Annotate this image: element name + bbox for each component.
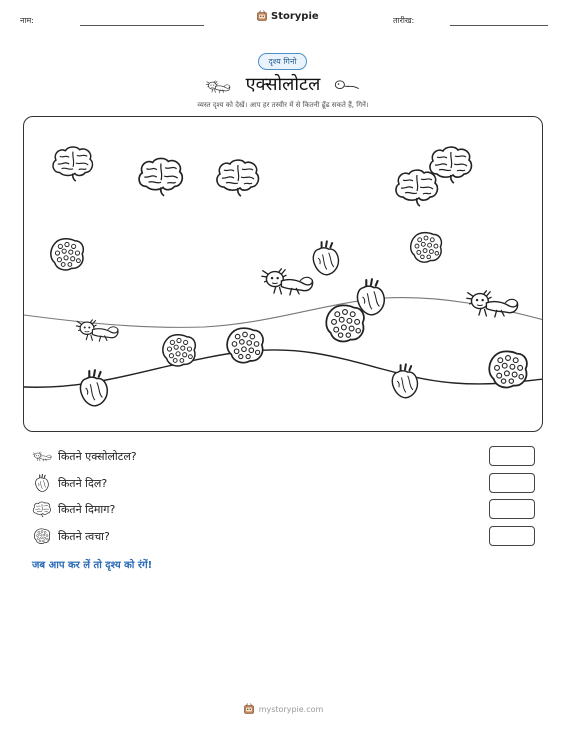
question-skin bbox=[32, 527, 110, 545]
footer-url[interactable]: mystorypie.com bbox=[258, 704, 324, 714]
skin-icon bbox=[224, 324, 266, 366]
heart-icon bbox=[390, 360, 420, 402]
tadpole-icon bbox=[334, 76, 360, 96]
brand-name: Storypie bbox=[271, 10, 319, 22]
name-label: नाम: bbox=[20, 16, 34, 25]
brain-icon bbox=[214, 157, 262, 197]
storypie-logo-icon bbox=[243, 703, 255, 715]
skin-icon bbox=[486, 347, 530, 391]
skin-icon bbox=[408, 229, 444, 265]
heart-icon bbox=[311, 238, 341, 278]
footer bbox=[0, 703, 566, 715]
brain-icon bbox=[50, 144, 96, 182]
page-title: एक्सोलोटल bbox=[245, 74, 321, 95]
question-text: कितने दिमाग? bbox=[58, 502, 116, 516]
skin-icon bbox=[48, 235, 86, 273]
brain-icon bbox=[136, 155, 186, 197]
axolotl-icon bbox=[74, 313, 120, 345]
coloring-note: जब आप कर लें तो दृश्य को रंगें! bbox=[32, 560, 153, 571]
answer-box-heart[interactable] bbox=[489, 473, 535, 493]
activity-badge: दृश्य गिनो bbox=[258, 53, 307, 70]
brand bbox=[256, 10, 319, 22]
storypie-logo-icon bbox=[256, 10, 268, 22]
heart-icon bbox=[32, 474, 52, 492]
date-line[interactable] bbox=[450, 25, 548, 26]
instructions: व्यस्त दृश्य को देखें। आप हर तस्वीर में से कितनी ढूँढ सकते हैं, गिनें। bbox=[197, 101, 369, 109]
question-axolotl bbox=[32, 447, 137, 465]
question-text: कितने त्वचा? bbox=[58, 529, 110, 543]
answer-box-skin[interactable] bbox=[489, 526, 535, 546]
axolotl-icon bbox=[32, 447, 52, 465]
axolotl-icon bbox=[464, 283, 520, 321]
answer-box-brain[interactable] bbox=[489, 499, 535, 519]
heart-icon bbox=[355, 274, 387, 320]
axolotl-icon bbox=[259, 261, 315, 299]
date-label: तारीख: bbox=[393, 16, 415, 25]
heart-icon bbox=[78, 367, 110, 409]
skin-icon bbox=[160, 330, 198, 370]
brain-icon bbox=[393, 167, 441, 207]
question-text: कितने एक्सोलोटल? bbox=[58, 449, 137, 463]
counting-scene bbox=[23, 116, 543, 432]
name-line[interactable] bbox=[80, 25, 204, 26]
question-brain bbox=[32, 500, 115, 518]
question-heart bbox=[32, 474, 107, 492]
skin-icon bbox=[32, 527, 52, 545]
brain-icon bbox=[32, 500, 52, 518]
question-text: कितने दिल? bbox=[58, 476, 108, 490]
answer-box-axolotl[interactable] bbox=[489, 446, 535, 466]
